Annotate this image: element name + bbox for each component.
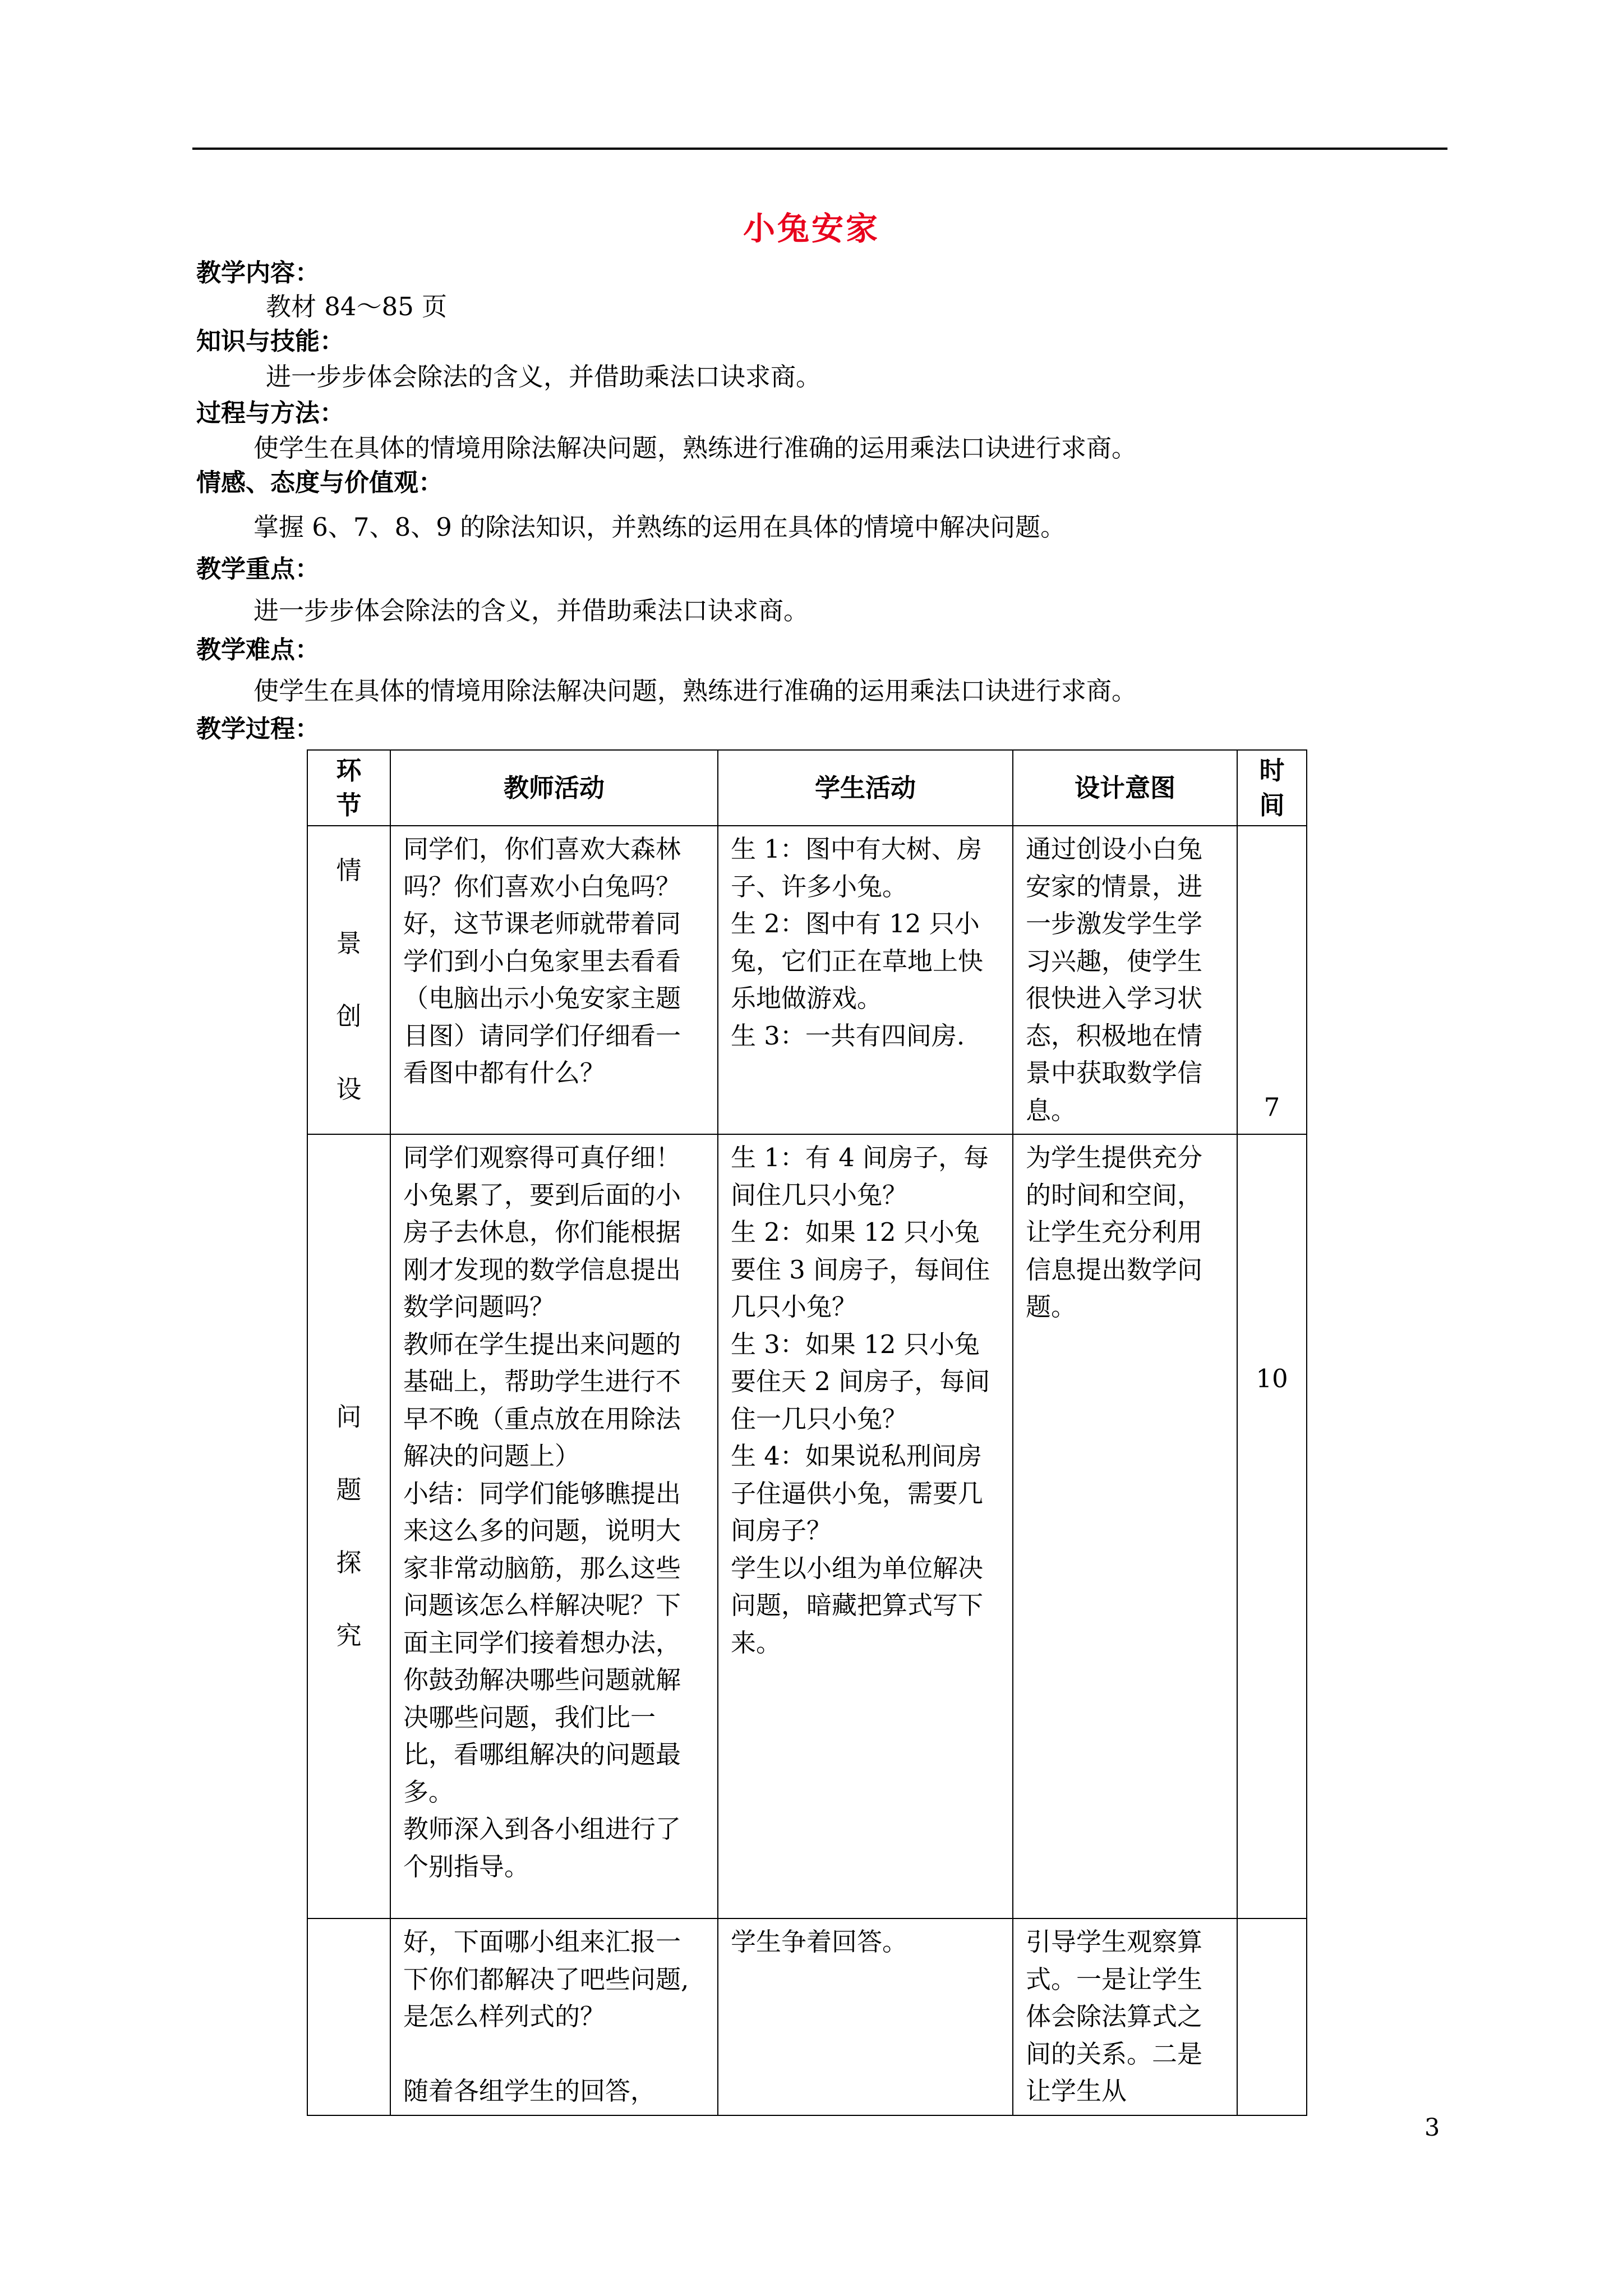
section-head-process-table: 教学过程： [196,715,320,743]
section-text-key: 进一步步体会除法的含义，并借助乘法口诀求商。 [253,596,809,625]
header-time: 时间 [1237,750,1307,826]
teacher-activity-cell: 同学们观察得可真仔细！小兔累了，要到后面的小房子去休息，你们能根据刚才发现的数学信息提出数学问题吗？ 教师在学生提出来问题的基础上，帮助学生进行不早不晚（重点放在用除法解决的问题上） 小结：同学们能够瞧提出来这么多的问题，说明大家非常动脑筋，那么这些问题该怎么样解决呢？下面主同学们接着想办法，你鼓劲解决哪些问题就解决哪些问题，我们比一比，看哪组解决的问题最多。 教师深入到各小组进行了个别指导。 [390,1134,718,1918]
section-head-difficulty: 教学难点： [196,636,320,664]
stage-cell [307,1918,390,2115]
student-activity-cell: 生 1：有 4 间房子，每间住几只小兔？ 生 2：如果 12 只小兔要住 3 间房子，每间住几只小兔？ 生 3：如果 12 只小兔要住天 2 间房子，每间住一几只小兔？ 生 4：如果说私刑间房子住逼供小兔，需要几间房子？ 学生以小组为单位解决问题，暗藏把算式写下来。 [718,1134,1013,1918]
section-head-content: 教学内容： [196,259,320,287]
design-intent-cell: 通过创设小白兔安家的情景，进一步激发学生学习兴趣，使学生很快进入学习状态，积极地在情景中获取数学信息。 [1013,826,1237,1134]
student-activity-cell: 学生争着回答。 [718,1918,1013,2115]
time-cell: 7 [1237,826,1307,1134]
table-row [307,1134,1307,1918]
section-text-content: 教材 84～85 页 [266,292,448,321]
document-title: 小兔安家 [743,210,880,247]
section-text-emotion: 掌握 6、7、8、9 的除法知识，并熟练的运用在具体的情境中解决问题。 [253,512,1066,542]
stage-cell: 情景创设 [307,826,390,1134]
section-text-difficulty: 使学生在具体的情境用除法解决问题，熟练进行准确的运用乘法口诀进行求商。 [253,676,1137,706]
page-number: 3 [1424,2114,1440,2142]
section-head-knowledge: 知识与技能： [196,327,344,356]
lesson-process-table [307,749,1307,2116]
teacher-activity-cell: 同学们，你们喜欢大森林吗？你们喜欢小白兔吗？好，这节课老师就带着同学们到小白兔家里去看看（电脑出示小兔安家主题目图）请同学们仔细看一看图中都有什么？ [390,826,718,1134]
section-head-key: 教学重点： [196,555,320,583]
header-student-activity: 学生活动 [718,750,1013,826]
header-teacher-activity: 教师活动 [390,750,718,826]
table-row [307,1918,1307,2115]
student-activity-cell: 生 1：图中有大树、房子、许多小兔。 生 2：图中有 12 只小兔，它们正在草地上快乐地做游戏。 生 3：一共有四间房. [718,826,1013,1134]
section-head-emotion: 情感、态度与价值观： [196,468,443,497]
section-head-process: 过程与方法： [196,399,344,427]
section-text-knowledge: 进一步步体会除法的含义，并借助乘法口诀求商。 [266,362,822,392]
stage-cell: 问题探究 [307,1134,390,1918]
design-intent-cell: 为学生提供充分的时间和空间，让学生充分利用信息提出数学问题。 [1013,1134,1237,1918]
table-header-row [307,750,1307,826]
table-row [307,826,1307,1134]
design-intent-cell: 引导学生观察算式。一是让学生体会除法算式之间的关系。二是让学生从 [1013,1918,1237,2115]
header-design-intent: 设计意图 [1013,750,1237,826]
time-cell [1237,1918,1307,2115]
header-stage: 环节 [307,750,390,826]
section-text-process: 使学生在具体的情境用除法解决问题，熟练进行准确的运用乘法口诀进行求商。 [253,433,1137,463]
teacher-activity-cell: 好，下面哪小组来汇报一下你们都解决了吧些问题,是怎么样列式的？ 随着各组学生的回答， [390,1918,718,2115]
time-cell: 10 [1237,1134,1307,1918]
header-rule [192,148,1447,150]
